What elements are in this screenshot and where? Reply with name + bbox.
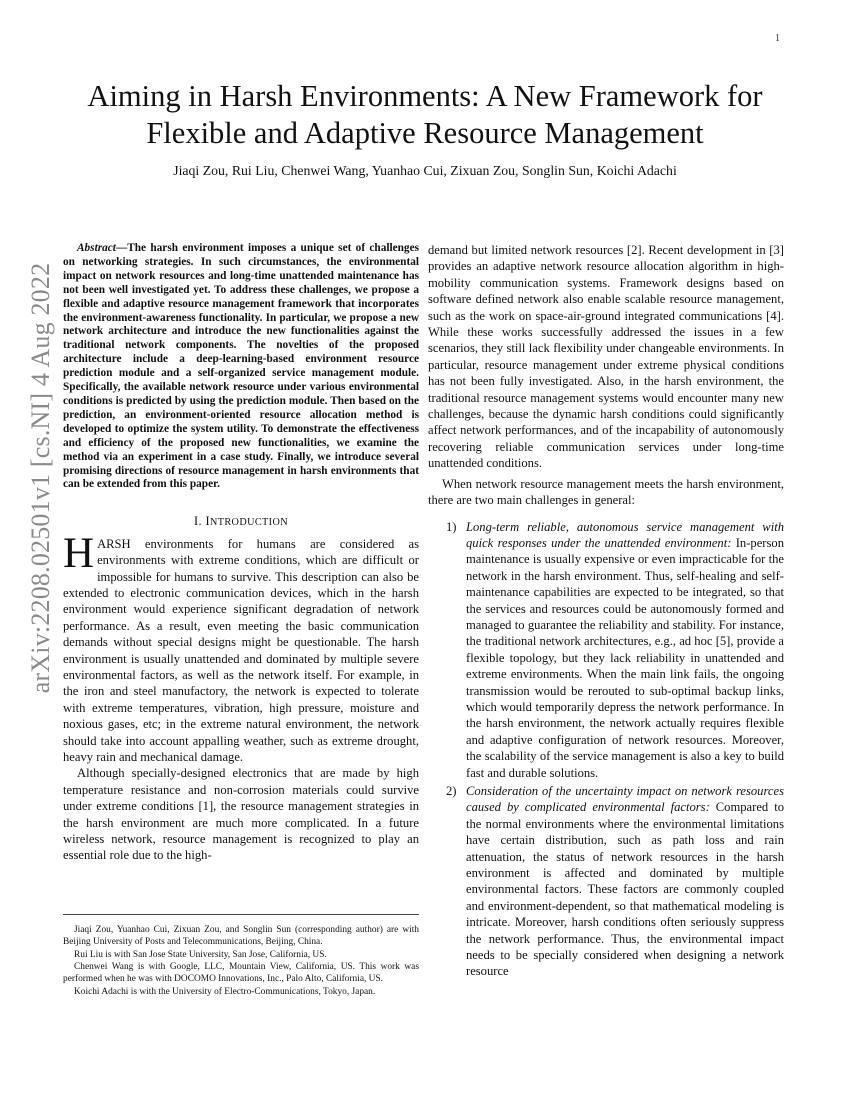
drop-cap: H xyxy=(63,529,95,577)
list-item-number: 1) xyxy=(446,519,457,534)
footnote: Rui Liu is with San Jose State University, San Jose, California, US. xyxy=(74,949,327,960)
list-item-title: Long-term reliable, autonomous service management with quick responses under the unattended environment: xyxy=(466,519,784,550)
paper-title: Aiming in Harsh Environments: A New Framework for Flexible and Adaptive Resource Management xyxy=(87,79,763,150)
arxiv-identifier-stamp xyxy=(19,262,63,694)
author-list: Jiaqi Zou, Rui Liu, Chenwei Wang, Yuanhao Cui, Zixuan Zou, Songlin Sun, Koichi Adachi xyxy=(173,163,677,178)
intro-paragraph-2: Although specially-designed electronics that are made by high temperature resistance and non-corrosion materials could survive under extreme conditions [1], the resource management strategies in the harsh environment are much more complicated. In a future wireless network, resource management is recognized to play an essential role due to the high- xyxy=(63,766,419,863)
intro-paragraph-continued: demand but limited network resources [2]. Recent development in [3] provides an adaptive network resource allocation algorithm in high-mobility communication systems. Framework designs based on software defined network also enable scalable resource management, such as the work on space-air-ground integrated communications [4]. While these works successfully addressed the issues in a few scenarios, they still lack flexibility under changeable environments. In particular, resource management under extreme physical conditions has not been fully investigated. Also, in the harsh environment, the traditional resource management systems would encounter many new challenges, because the dynamic harsh conditions could significantly affect network performances, and of the incapability of autonomously recovering reliable communication services under long-time unattended conditions. xyxy=(428,243,784,471)
right-column xyxy=(428,242,784,982)
list-item-body: Compared to the normal environments where the environmental limitations have certain distribution, such as path loss and rain attenuation, the status of network resources in the harsh environment is affected and dominated by multiple environmental factors. These factors are commonly coupled and environment-dependent, so that mathematical modeling is intricate. Moreover, harsh conditions often seriously suppress the network performance. Thus, the environmental impact needs to be specially considered when designing a network resource xyxy=(466,800,784,979)
section-title-initial: I xyxy=(205,514,210,529)
list-item xyxy=(428,783,784,980)
intro-paragraph-1-text: ARSH environments for humans are considered as environments with extreme conditions, which are difficult or impossible for humans to survive. This description can also be extended to electronic communication devices, which in the harsh environment would experience significant degradation of network performance. As a result, even meeting the basic communication demands without special designs might be questionable. The harsh environment is usually unattended and dominated by multiple severe environmental factors, as well as the network itself. For example, in the iron and steel manufactory, the network is expected to tolerate with extreme temperatures, vibration, high pressure, moisture and noxious gases, etc; in the extreme natural environment, the network should take into account appalling weather, such as extreme drought, heavy rain and mechanical damage. xyxy=(63,536,419,764)
intro-paragraph-1 xyxy=(63,529,419,766)
abstract xyxy=(63,242,419,492)
challenges-list xyxy=(428,519,784,980)
footnote: Jiaqi Zou, Yuanhao Cui, Zixuan Zou, and Songlin Sun (corresponding author) are with Beijing University of Posts and Telecommunications, Beijing, China. xyxy=(63,925,419,947)
section-heading-introduction xyxy=(63,513,419,531)
author-footnotes xyxy=(63,914,419,1000)
page-number: 1 xyxy=(775,33,780,44)
arxiv-identifier-text: arXiv:2208.02501v1 [cs.NI] 4 Aug 2022 xyxy=(26,262,55,694)
list-item-title: Consideration of the uncertainty impact on network resources caused by complicated environmental factors: xyxy=(466,784,784,815)
challenges-intro-paragraph: When network resource management meets the harsh environment, there are two main challenges in general: xyxy=(428,476,784,508)
section-numeral: I. xyxy=(194,514,202,529)
abstract-text: —The harsh environment imposes a unique set of challenges on networking strategies. In such circumstances, the environmental impact on network resources and long-time unattended maintenance has not been well investigated yet. To address these challenges, we propose a flexible and adaptive resource management framework that incorporates the environment-awareness functionality. In particular, we propose a new network architecture and introduce the new functionalities against the traditional network components. The novelties of the proposed architecture include a deep-learning-based environment resource prediction module and a self-organized service management module. Specifically, the available network resource under various environmental conditions is predicted by using the prediction module. Then based on the prediction, an environment-oriented resource allocation method is developed to optimize the system utility. To demonstrate the effectiveness and efficiency of the proposed new functionalities, we examine the method via an experiment in a case study. Finally, we introduce several promising directions of resource management in harsh environments that can be extended from this paper. xyxy=(63,242,419,491)
list-item-number: 2) xyxy=(446,784,457,798)
footnote: Chenwei Wang is with Google, LLC, Mountain View, California, US. This work was performed when he was with DOCOMO Innovations, Inc., Palo Alto, California, US. xyxy=(63,962,419,985)
footnote: Koichi Adachi is with the University of Electro-Communications, Tokyo, Japan. xyxy=(74,986,376,997)
left-column xyxy=(63,242,419,864)
list-item-body: In-person maintenance is usually expensive or even impracticable for the network in the harsh environment. Thus, self-healing and self-maintenance capabilities are expected to be integrated, so that the services and resources could be autonomously formed and managed to guarantee the reliability and stability. For instance, the traditional network architectures, e.g., ad hoc [5], provide a flexible topology, but they lack reliability in unattended and extreme environments. When the main link fails, the ongoing transmission would be rerouted to sub-optimal backup links, which would temporarily depress the network performance. In the harsh environment, the network actually requires flexible and adaptive configuration of network resources. Moreover, the scalability of the service management is also a key to build fast and durable solutions. xyxy=(466,535,784,780)
section-title-rest: NTRODUCTION xyxy=(209,517,288,529)
list-item xyxy=(428,519,784,782)
abstract-label: Abstract xyxy=(77,242,116,254)
